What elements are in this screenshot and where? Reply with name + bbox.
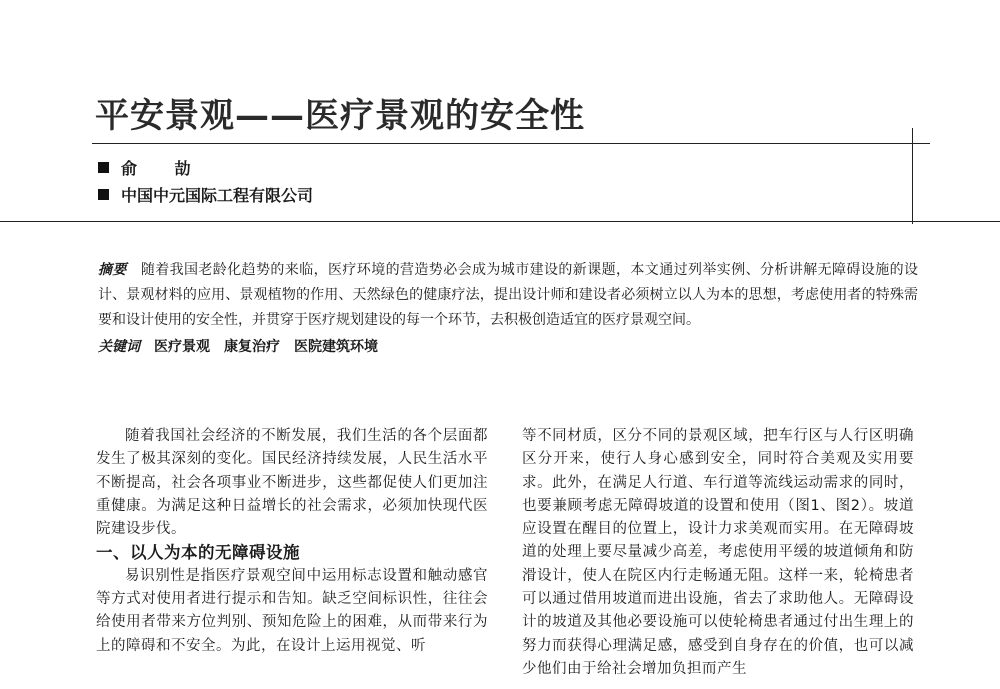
author-name: 俞 劼	[121, 159, 207, 178]
author-line	[98, 156, 207, 179]
organization-name: 中国中元国际工程有限公司	[121, 186, 314, 205]
article-title: 平安景观——医疗景观的安全性	[95, 96, 585, 136]
organization-line	[98, 183, 313, 206]
abstract-label: 摘要	[98, 262, 127, 278]
square-bullet-icon	[98, 162, 109, 173]
header-vertical-rule	[912, 128, 913, 224]
keyword: 医院建筑环境	[294, 339, 378, 355]
header-bottom-rule	[0, 221, 1000, 222]
keyword: 医疗景观	[154, 339, 210, 355]
body-paragraph: 等不同材质，区分不同的景观区域，把车行区与人行区明确区分开来，使行人身心感到安全，同时符合美观及实用要求。此外，在满足人行道、车行道等流线运动需求的同时，也要兼顾考虑无障碍坡道的设置和使用（图1、图2）。坡道应设置在醒目的位置上，设计力求美观而实用。在无障碍坡道的处理上要尽量减少高差，考虑使用平缓的坡道倾角和防滑设计，使人在院区内行走畅通无阻。这样一来，轮椅患者可以通过借用坡道而进出设施，省去了求助他人。无障碍设计的坡道及其他必要设施可以使轮椅患者通过付出生理上的努力而获得心理满足感，感受到自身存在的价值，也可以减少他们由于给社会增加负担而产生	[522, 428, 914, 677]
keyword: 康复治疗	[224, 339, 280, 355]
abstract	[98, 258, 918, 333]
header-top-rule	[92, 143, 930, 144]
abstract-text: 随着我国老龄化趋势的来临，医疗环境的营造势必会成为城市建设的新课题，本文通过列举实例、分析讲解无障碍设施的设计、景观材料的应用、景观植物的作用、天然绿色的健康疗法，提出设计师和建设者必须树立以人为本的思想，考虑使用者的特殊需要和设计使用的安全性，并贯穿于医疗规划建设的每一个环节，去积极创造适宜的医疗景观空间。	[98, 262, 919, 328]
keywords-label: 关键词	[98, 339, 140, 355]
body-column-left	[96, 425, 488, 658]
section-heading: 一、以人为本的无障碍设施	[96, 543, 300, 563]
body-paragraph: 易识别性是指医疗景观空间中运用标志设置和触动感官等方式对使用者进行提示和告知。缺乏空间标识性，往往会给使用者带来方位判别、预知危险上的困难，从而带来行为上的障碍和不安全。为此，在设计上运用视觉、听	[96, 567, 488, 654]
body-paragraph: 随着我国社会经济的不断发展，我们生活的各个层面都发生了极其深刻的变化。国民经济持续发展，人民生活水平不断提高，社会各项事业不断进步，这些都促使人们更加注重健康。为满足这种日益增长的社会需求，必须加快现代医院建设步伐。	[96, 428, 488, 538]
body-column-right	[522, 425, 914, 681]
keywords	[98, 336, 392, 356]
square-bullet-icon	[98, 189, 109, 200]
